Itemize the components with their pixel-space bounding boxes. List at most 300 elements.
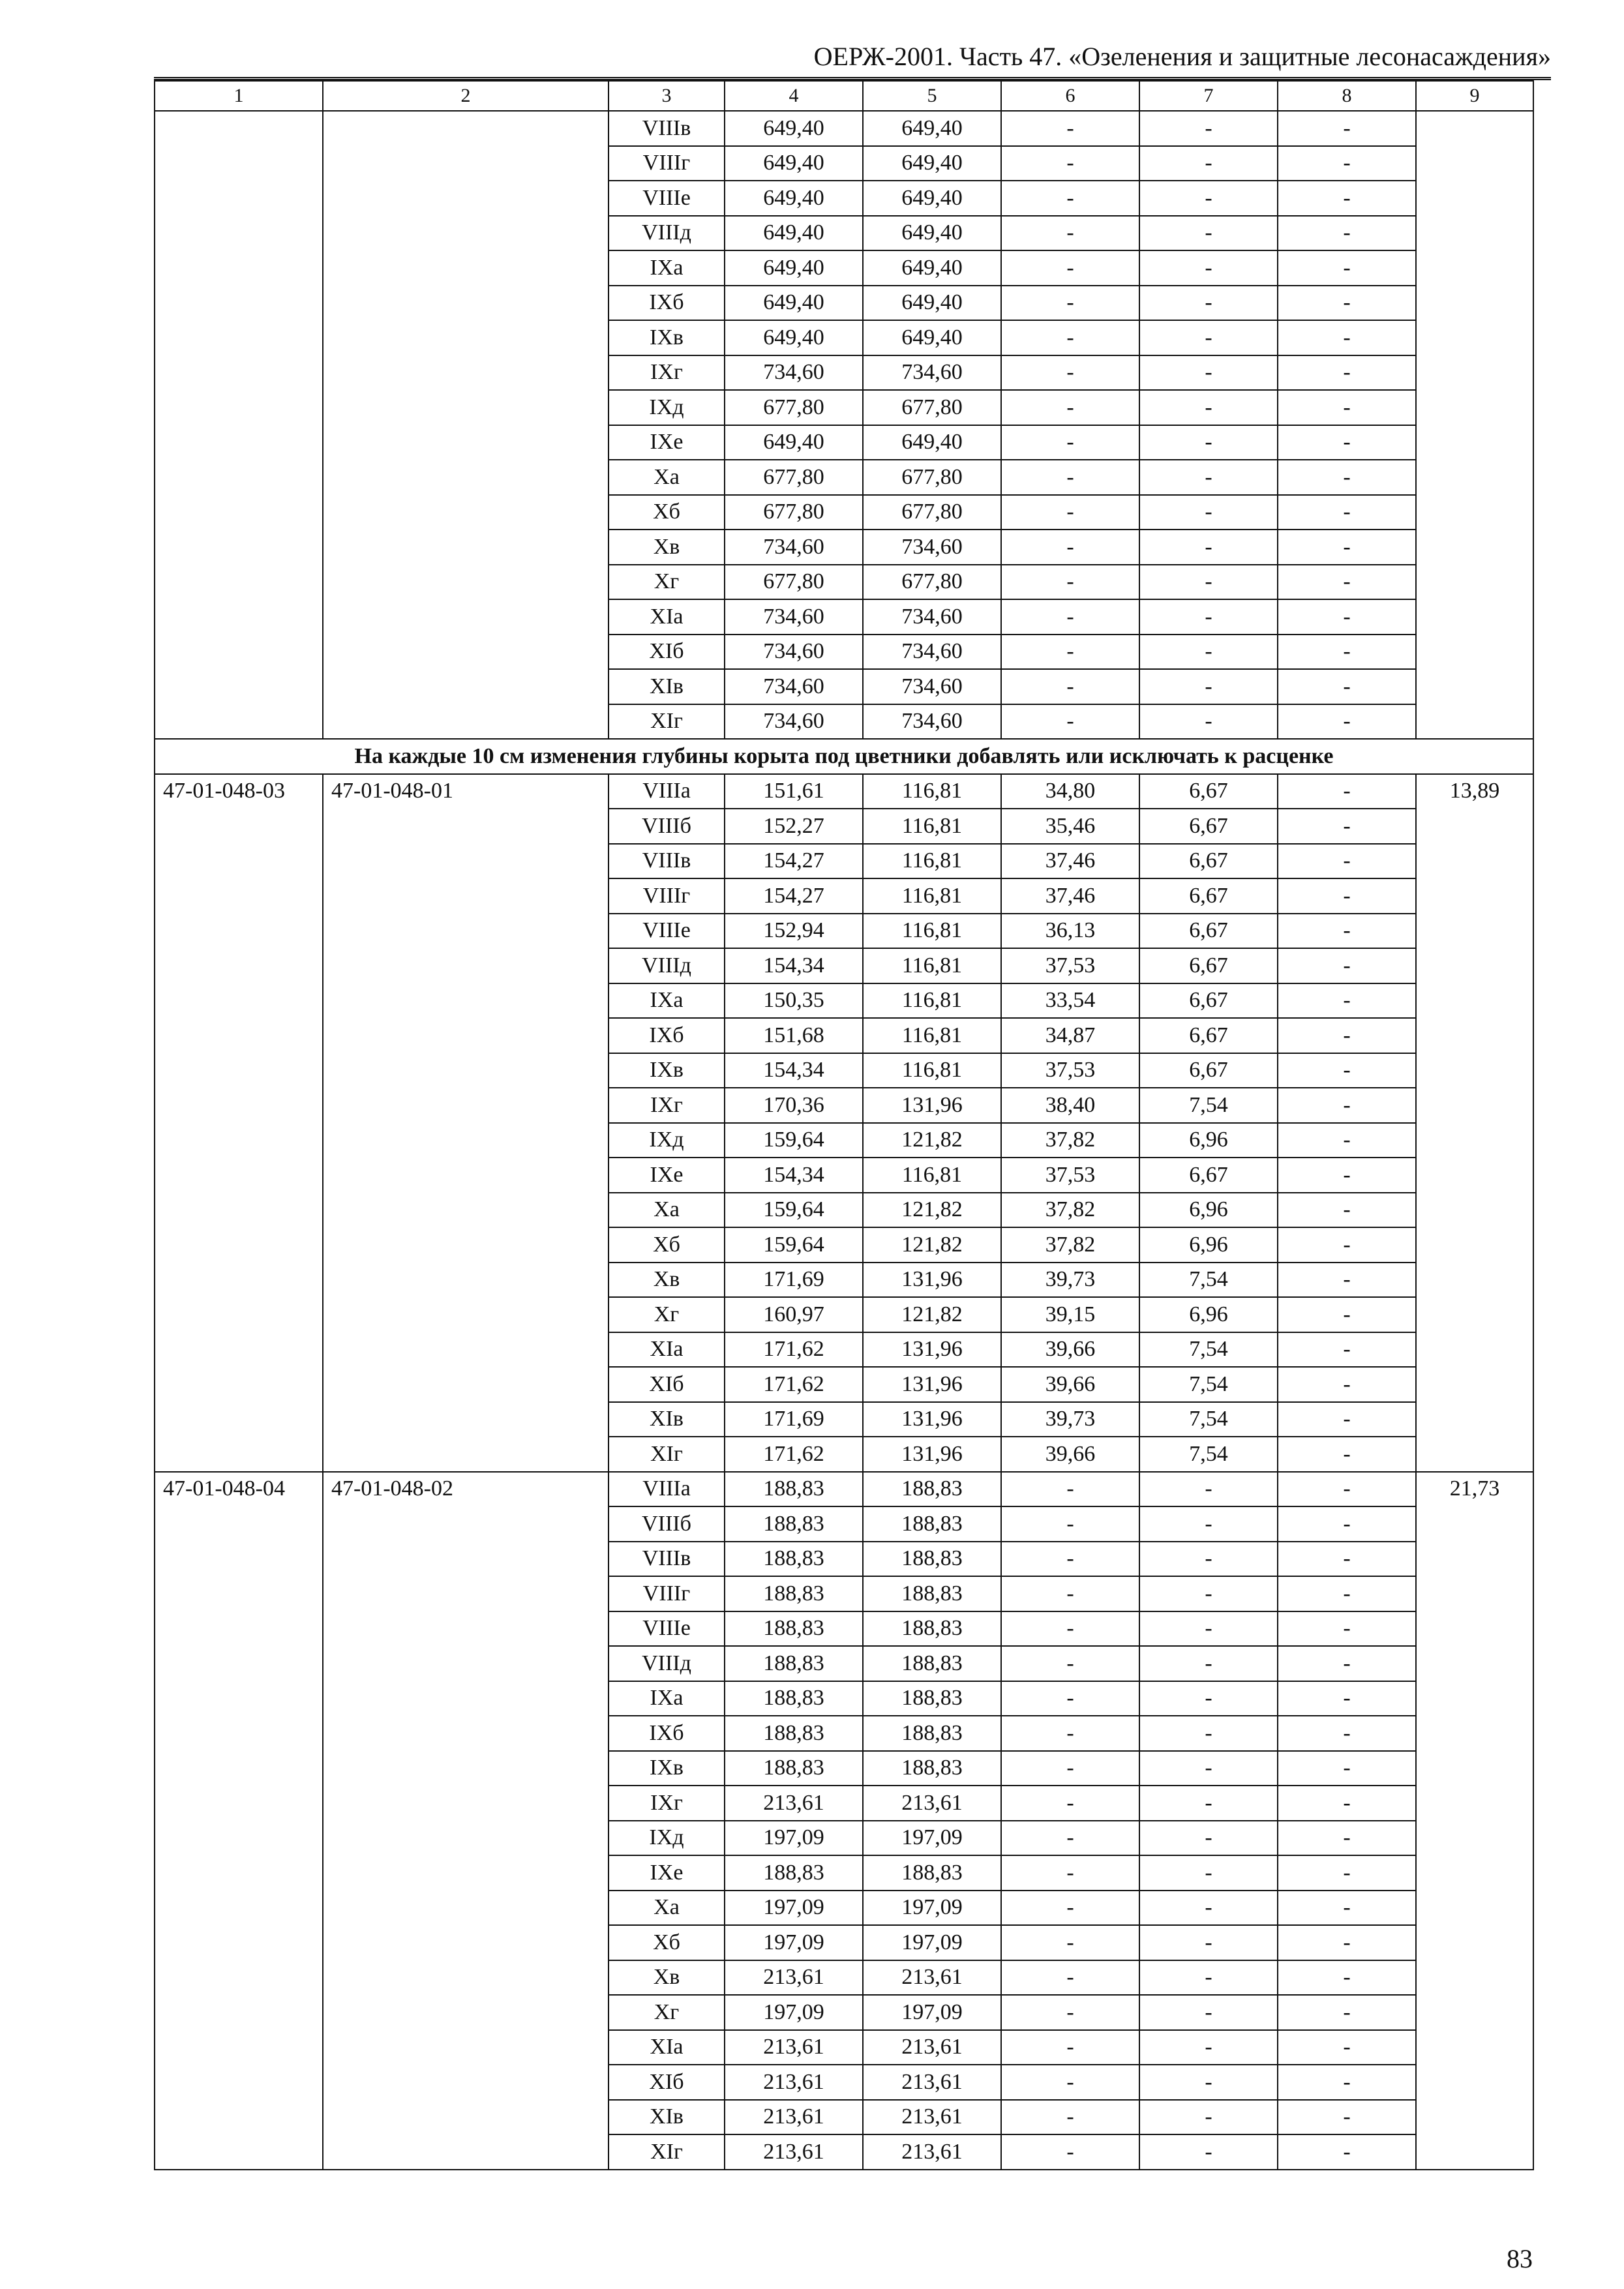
- table-cell: 171,62: [725, 1332, 863, 1368]
- table-cell: -: [1278, 1297, 1416, 1332]
- table-cell: 734,60: [725, 635, 863, 670]
- table-cell: 33,54: [1001, 983, 1139, 1019]
- table-cell: -: [1139, 565, 1278, 600]
- table-cell: 197,09: [725, 1891, 863, 1926]
- table-cell: 151,61: [725, 774, 863, 809]
- base-rate-code: 47-01-048-02: [323, 1472, 609, 2170]
- table-cell: -: [1001, 1472, 1139, 1507]
- table-cell: 197,09: [725, 1995, 863, 2030]
- table-cell: 197,09: [863, 1891, 1001, 1926]
- table-cell: 131,96: [863, 1402, 1001, 1437]
- page-header: ОЕРЖ-2001. Часть 47. «Озеленения и защитные лесонасаждения»: [154, 40, 1551, 80]
- table-cell: 116,81: [863, 844, 1001, 879]
- table-cell: 197,09: [863, 1995, 1001, 2030]
- table-cell: -: [1278, 390, 1416, 425]
- table-cell: -: [1278, 2100, 1416, 2135]
- table-cell: 37,53: [1001, 1158, 1139, 1193]
- table-cell: 188,83: [725, 1611, 863, 1647]
- table-cell: -: [1139, 1611, 1278, 1647]
- table-cell: 6,67: [1139, 878, 1278, 914]
- table-cell: -: [1001, 460, 1139, 495]
- table-cell: 649,40: [725, 146, 863, 181]
- table-cell: 121,82: [863, 1297, 1001, 1332]
- table-cell: -: [1278, 1611, 1416, 1647]
- table-cell: 116,81: [863, 948, 1001, 983]
- table-cell: 39,66: [1001, 1332, 1139, 1368]
- table-cell: XIв: [609, 2100, 725, 2135]
- table-cell: -: [1139, 1855, 1278, 1891]
- table-cell: 6,67: [1139, 948, 1278, 983]
- table-cell: 6,96: [1139, 1123, 1278, 1158]
- table-cell: IXг: [609, 1088, 725, 1123]
- table-row: [155, 774, 1533, 809]
- table-cell: 121,82: [863, 1123, 1001, 1158]
- column-number-row: [155, 81, 1533, 111]
- table-cell: 188,83: [725, 1506, 863, 1542]
- table-cell: 159,64: [725, 1123, 863, 1158]
- table-cell: -: [1278, 250, 1416, 286]
- table-cell: XIг: [609, 704, 725, 740]
- table-cell: 39,66: [1001, 1367, 1139, 1402]
- table-cell: 188,83: [725, 1855, 863, 1891]
- table-cell: -: [1278, 1821, 1416, 1856]
- table-cell: XIб: [609, 1367, 725, 1402]
- table-cell: VIIIв: [609, 111, 725, 146]
- table-cell: -: [1139, 1960, 1278, 1996]
- table-row: [155, 111, 1533, 146]
- table-cell: -: [1139, 1542, 1278, 1577]
- table-cell: VIIIг: [609, 146, 725, 181]
- table-cell: -: [1139, 390, 1278, 425]
- table-cell: 39,15: [1001, 1297, 1139, 1332]
- table-cell: -: [1278, 146, 1416, 181]
- table-cell: -: [1278, 1158, 1416, 1193]
- table-cell: VIIIв: [609, 844, 725, 879]
- table-cell: 39,73: [1001, 1402, 1139, 1437]
- table-cell: -: [1001, 1576, 1139, 1611]
- table-cell: -: [1001, 565, 1139, 600]
- table-cell: VIIIд: [609, 948, 725, 983]
- table-cell: 171,69: [725, 1263, 863, 1298]
- table-cell: -: [1001, 1855, 1139, 1891]
- table-cell: -: [1278, 914, 1416, 949]
- table-cell: 734,60: [725, 355, 863, 391]
- table-cell: IXа: [609, 250, 725, 286]
- column-header: 9: [1416, 81, 1533, 111]
- table-cell: -: [1278, 565, 1416, 600]
- table-cell: 677,80: [863, 390, 1001, 425]
- table-cell: IXа: [609, 1681, 725, 1716]
- table-cell: VIIIе: [609, 181, 725, 216]
- table-cell: 160,97: [725, 1297, 863, 1332]
- table-cell: -: [1001, 1506, 1139, 1542]
- table-cell: 734,60: [863, 530, 1001, 565]
- table-cell: 197,09: [863, 1821, 1001, 1856]
- table-cell: 171,69: [725, 1402, 863, 1437]
- table-cell: -: [1139, 1646, 1278, 1681]
- table-cell: -: [1278, 495, 1416, 530]
- table-cell: IXд: [609, 1123, 725, 1158]
- table-cell: VIIIа: [609, 774, 725, 809]
- table-cell: 213,61: [863, 1786, 1001, 1821]
- table-cell: 188,83: [863, 1506, 1001, 1542]
- table-cell: -: [1278, 1995, 1416, 2030]
- table-cell: Xв: [609, 530, 725, 565]
- table-cell: Xб: [609, 1925, 725, 1960]
- table-cell: XIг: [609, 1437, 725, 1472]
- table-cell: 131,96: [863, 1367, 1001, 1402]
- section-row: [155, 739, 1533, 774]
- table-cell: 649,40: [725, 425, 863, 460]
- table-cell: 213,61: [725, 2134, 863, 2170]
- table-cell: 35,46: [1001, 809, 1139, 844]
- table-cell: 649,40: [863, 181, 1001, 216]
- table-cell: 677,80: [725, 460, 863, 495]
- table-cell: 649,40: [863, 250, 1001, 286]
- table-cell: 37,46: [1001, 844, 1139, 879]
- table-cell: 37,82: [1001, 1227, 1139, 1263]
- column-header: 1: [155, 81, 323, 111]
- table-cell: 6,67: [1139, 844, 1278, 879]
- table-cell: 677,80: [725, 390, 863, 425]
- table-cell: -: [1001, 1611, 1139, 1647]
- table-cell: -: [1278, 635, 1416, 670]
- table-cell: 649,40: [725, 250, 863, 286]
- table-cell: XIв: [609, 669, 725, 704]
- table-cell: -: [1001, 1960, 1139, 1996]
- table-cell: 188,83: [725, 1472, 863, 1507]
- table-cell: 116,81: [863, 1053, 1001, 1088]
- table-cell: -: [1278, 2134, 1416, 2170]
- table-cell: -: [1001, 250, 1139, 286]
- section-title: На каждые 10 см изменения глубины корыта под цветники добавлять или исключать к расценке: [155, 739, 1533, 774]
- table-cell: 37,46: [1001, 878, 1139, 914]
- table-cell: -: [1139, 111, 1278, 146]
- table-cell: -: [1139, 2030, 1278, 2065]
- table-row: [155, 1472, 1533, 1507]
- table-cell: 677,80: [725, 565, 863, 600]
- table-cell: -: [1139, 1925, 1278, 1960]
- table-cell: 213,61: [725, 1786, 863, 1821]
- table-cell: 649,40: [863, 146, 1001, 181]
- table-cell: -: [1278, 1472, 1416, 1507]
- table-cell: 677,80: [863, 565, 1001, 600]
- table-cell: -: [1278, 669, 1416, 704]
- table-cell: 213,61: [863, 2030, 1001, 2065]
- table-cell: -: [1278, 948, 1416, 983]
- table-cell: Xв: [609, 1263, 725, 1298]
- table-cell: 649,40: [863, 216, 1001, 251]
- table-cell: -: [1278, 1925, 1416, 1960]
- base-code-cell: [323, 111, 609, 739]
- table-cell: 154,27: [725, 878, 863, 914]
- table-cell: -: [1139, 1576, 1278, 1611]
- table-cell: 152,27: [725, 809, 863, 844]
- table-cell: -: [1278, 286, 1416, 321]
- table-cell: 213,61: [725, 2065, 863, 2100]
- table-cell: 649,40: [863, 320, 1001, 355]
- table-cell: -: [1001, 425, 1139, 460]
- table-cell: -: [1001, 146, 1139, 181]
- table-cell: VIIIв: [609, 1542, 725, 1577]
- table-cell: -: [1278, 1088, 1416, 1123]
- table-cell: 188,83: [863, 1472, 1001, 1507]
- table-cell: 197,09: [725, 1925, 863, 1960]
- table-cell: 131,96: [863, 1088, 1001, 1123]
- table-cell: -: [1278, 1542, 1416, 1577]
- table-cell: 154,34: [725, 948, 863, 983]
- table-cell: 6,67: [1139, 983, 1278, 1019]
- table-cell: 7,54: [1139, 1332, 1278, 1368]
- table-cell: 649,40: [725, 111, 863, 146]
- rates-table: [154, 80, 1534, 2170]
- table-cell: -: [1139, 2100, 1278, 2135]
- table-cell: -: [1278, 320, 1416, 355]
- table-cell: 649,40: [863, 425, 1001, 460]
- table-cell: XIа: [609, 1332, 725, 1368]
- table-cell: XIа: [609, 599, 725, 635]
- table-cell: 734,60: [725, 599, 863, 635]
- table-cell: -: [1001, 2065, 1139, 2100]
- table-cell: -: [1001, 286, 1139, 321]
- table-cell: Xг: [609, 565, 725, 600]
- col9-value: 13,89: [1416, 774, 1533, 1472]
- table-cell: 188,83: [725, 1716, 863, 1751]
- table-cell: -: [1139, 1891, 1278, 1926]
- table-cell: VIIIб: [609, 809, 725, 844]
- table-cell: -: [1001, 2030, 1139, 2065]
- table-cell: XIв: [609, 1402, 725, 1437]
- table-cell: 213,61: [725, 2030, 863, 2065]
- table-cell: 734,60: [863, 599, 1001, 635]
- table-cell: 116,81: [863, 1158, 1001, 1193]
- column-header: 3: [609, 81, 725, 111]
- table-cell: -: [1278, 1193, 1416, 1228]
- table-cell: VIIIа: [609, 1472, 725, 1507]
- table-cell: Xа: [609, 460, 725, 495]
- table-cell: -: [1278, 1263, 1416, 1298]
- table-cell: Xа: [609, 1193, 725, 1228]
- table-cell: 188,83: [725, 1646, 863, 1681]
- table-cell: 116,81: [863, 1018, 1001, 1053]
- table-cell: 131,96: [863, 1437, 1001, 1472]
- table-cell: -: [1278, 1506, 1416, 1542]
- table-cell: 213,61: [863, 1960, 1001, 1996]
- table-cell: 170,36: [725, 1088, 863, 1123]
- table-cell: 116,81: [863, 809, 1001, 844]
- table-cell: -: [1139, 355, 1278, 391]
- table-cell: 154,34: [725, 1158, 863, 1193]
- table-cell: Xа: [609, 1891, 725, 1926]
- table-cell: -: [1278, 1332, 1416, 1368]
- table-cell: -: [1001, 1716, 1139, 1751]
- table-cell: -: [1001, 1891, 1139, 1926]
- table-cell: -: [1278, 599, 1416, 635]
- table-cell: VIIIе: [609, 1611, 725, 1647]
- table-cell: 649,40: [725, 320, 863, 355]
- col9-cell: [1416, 111, 1533, 739]
- table-cell: IXг: [609, 355, 725, 391]
- table-cell: 121,82: [863, 1227, 1001, 1263]
- table-cell: -: [1278, 1576, 1416, 1611]
- table-cell: -: [1278, 1437, 1416, 1472]
- column-header: 6: [1001, 81, 1139, 111]
- code-cell: [155, 111, 323, 739]
- table-cell: 7,54: [1139, 1263, 1278, 1298]
- table-cell: -: [1001, 599, 1139, 635]
- table-cell: -: [1139, 1506, 1278, 1542]
- table-cell: -: [1001, 2100, 1139, 2135]
- table-cell: IXб: [609, 1716, 725, 1751]
- table-cell: -: [1278, 774, 1416, 809]
- table-cell: 188,83: [863, 1855, 1001, 1891]
- table-cell: VIIIд: [609, 216, 725, 251]
- table-cell: -: [1001, 1925, 1139, 1960]
- table-cell: 37,82: [1001, 1193, 1139, 1228]
- table-cell: -: [1001, 1751, 1139, 1786]
- table-cell: 36,13: [1001, 914, 1139, 949]
- table-cell: -: [1278, 1751, 1416, 1786]
- table-cell: -: [1278, 460, 1416, 495]
- table-body: [155, 111, 1533, 2170]
- column-header: 7: [1139, 81, 1278, 111]
- table-cell: 38,40: [1001, 1088, 1139, 1123]
- table-cell: 6,96: [1139, 1297, 1278, 1332]
- table-cell: -: [1139, 530, 1278, 565]
- table-cell: -: [1139, 704, 1278, 740]
- table-cell: 37,82: [1001, 1123, 1139, 1158]
- table-cell: -: [1278, 1402, 1416, 1437]
- table-cell: 116,81: [863, 878, 1001, 914]
- table-cell: -: [1278, 111, 1416, 146]
- table-cell: -: [1139, 495, 1278, 530]
- table-cell: -: [1139, 1821, 1278, 1856]
- table-cell: 734,60: [863, 635, 1001, 670]
- table-cell: 152,94: [725, 914, 863, 949]
- table-cell: -: [1278, 1646, 1416, 1681]
- table-cell: 34,80: [1001, 774, 1139, 809]
- table-cell: IXб: [609, 286, 725, 321]
- table-cell: -: [1139, 1751, 1278, 1786]
- table-cell: -: [1278, 181, 1416, 216]
- table-cell: 6,96: [1139, 1193, 1278, 1228]
- column-header: 2: [323, 81, 609, 111]
- table-cell: 188,83: [863, 1646, 1001, 1681]
- table-cell: IXв: [609, 1751, 725, 1786]
- table-cell: 649,40: [863, 286, 1001, 321]
- table-cell: -: [1001, 1995, 1139, 2030]
- table-cell: Xг: [609, 1297, 725, 1332]
- table-cell: VIIIб: [609, 1506, 725, 1542]
- rate-code: 47-01-048-04: [155, 1472, 323, 2170]
- table-cell: -: [1139, 216, 1278, 251]
- table-cell: IXе: [609, 425, 725, 460]
- table-cell: IXе: [609, 1158, 725, 1193]
- table-cell: -: [1001, 181, 1139, 216]
- table-cell: -: [1139, 425, 1278, 460]
- column-header: 4: [725, 81, 863, 111]
- table-cell: 154,34: [725, 1053, 863, 1088]
- table-cell: 188,83: [863, 1576, 1001, 1611]
- table-cell: 188,83: [725, 1542, 863, 1577]
- table-cell: -: [1001, 669, 1139, 704]
- table-cell: -: [1278, 530, 1416, 565]
- table-cell: 188,83: [863, 1716, 1001, 1751]
- table-cell: 6,67: [1139, 1053, 1278, 1088]
- table-cell: IXб: [609, 1018, 725, 1053]
- table-cell: 213,61: [863, 2100, 1001, 2135]
- table-cell: IXд: [609, 1821, 725, 1856]
- table-cell: Xб: [609, 495, 725, 530]
- table-cell: 677,80: [725, 495, 863, 530]
- table-cell: 213,61: [863, 2065, 1001, 2100]
- table-cell: -: [1139, 1995, 1278, 2030]
- table-cell: 188,83: [725, 1681, 863, 1716]
- table-cell: 131,96: [863, 1263, 1001, 1298]
- table-cell: -: [1139, 1681, 1278, 1716]
- table-cell: IXа: [609, 983, 725, 1019]
- table-cell: 116,81: [863, 914, 1001, 949]
- table-cell: Xв: [609, 1960, 725, 1996]
- table-cell: 197,09: [725, 1821, 863, 1856]
- table-cell: -: [1278, 355, 1416, 391]
- table-cell: -: [1001, 1786, 1139, 1821]
- table-cell: VIIIг: [609, 1576, 725, 1611]
- table-cell: 649,40: [725, 216, 863, 251]
- table-cell: IXд: [609, 390, 725, 425]
- table-cell: -: [1139, 320, 1278, 355]
- table-cell: XIг: [609, 2134, 725, 2170]
- table-cell: -: [1278, 1367, 1416, 1402]
- table-cell: 159,64: [725, 1227, 863, 1263]
- table-cell: 677,80: [863, 495, 1001, 530]
- table-cell: -: [1278, 704, 1416, 740]
- table-cell: 6,67: [1139, 1158, 1278, 1193]
- table-cell: -: [1139, 1472, 1278, 1507]
- table-cell: 734,60: [863, 355, 1001, 391]
- table-cell: Xг: [609, 1995, 725, 2030]
- table-cell: 37,53: [1001, 1053, 1139, 1088]
- table-cell: -: [1278, 1227, 1416, 1263]
- table-cell: 6,67: [1139, 914, 1278, 949]
- table-cell: -: [1001, 704, 1139, 740]
- table-cell: IXе: [609, 1855, 725, 1891]
- table-cell: -: [1001, 111, 1139, 146]
- table-cell: -: [1278, 1786, 1416, 1821]
- table-cell: -: [1139, 286, 1278, 321]
- table-cell: 7,54: [1139, 1367, 1278, 1402]
- table-cell: 213,61: [863, 2134, 1001, 2170]
- table-cell: -: [1139, 669, 1278, 704]
- table-cell: -: [1139, 2065, 1278, 2100]
- column-header: 5: [863, 81, 1001, 111]
- table-cell: 39,73: [1001, 1263, 1139, 1298]
- table-cell: -: [1278, 425, 1416, 460]
- table-cell: IXв: [609, 320, 725, 355]
- table-cell: 197,09: [863, 1925, 1001, 1960]
- table-cell: -: [1278, 844, 1416, 879]
- table-cell: 7,54: [1139, 1437, 1278, 1472]
- table-cell: 6,67: [1139, 1018, 1278, 1053]
- table-cell: 649,40: [725, 286, 863, 321]
- table-cell: -: [1278, 1716, 1416, 1751]
- table-cell: 154,27: [725, 844, 863, 879]
- table-cell: 734,60: [725, 530, 863, 565]
- table-cell: -: [1278, 1053, 1416, 1088]
- table-cell: 677,80: [863, 460, 1001, 495]
- rate-code: 47-01-048-03: [155, 774, 323, 1472]
- table-cell: 116,81: [863, 983, 1001, 1019]
